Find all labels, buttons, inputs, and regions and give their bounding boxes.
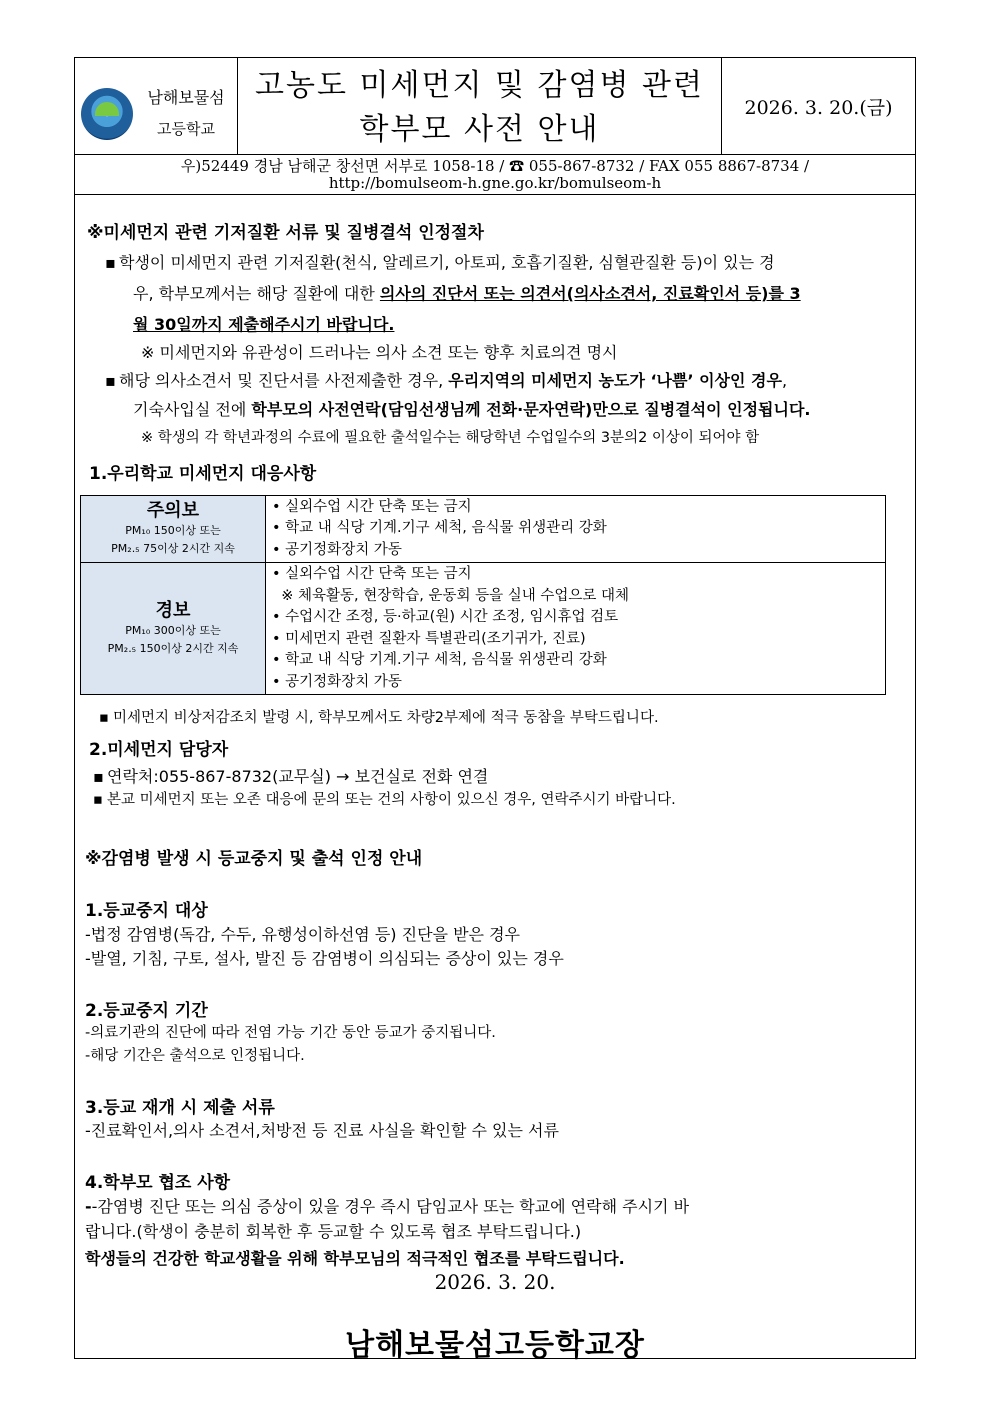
alert-action: ※ 체육활동, 현장학습, 운동회 등을 실내 수업으로 대체	[272, 587, 629, 604]
infection4-line1: --감염병 진단 또는 의심 증상이 있을 경우 즉시 담임교사 또는 학교에 연락해 주시기 바	[85, 1197, 690, 1216]
square-bullet-icon: ▪	[105, 371, 116, 390]
infection2-line2: -해당 기간은 출석으로 인정됩니다.	[85, 1048, 305, 1064]
alert-condition: PM₂.₅ 150이상 2시간 지속	[107, 641, 239, 655]
website-url: http://bomulseom-h.gne.go.kr/bomulseom-h	[328, 174, 662, 192]
dust-alert-table	[80, 495, 886, 695]
square-bullet-icon: ▪	[99, 710, 109, 726]
alert-level-name: 경보	[155, 599, 191, 621]
infection2-line1: -의료기관의 진단에 따라 전염 가능 기간 동안 등교가 중지됩니다.	[85, 1025, 496, 1041]
dust-para2-line2: 기숙사입실 전에 학부모의 사전연락(담임선생님께 전화·문자연락)만으로 질병결석이 인정됩니다.	[133, 400, 811, 419]
dust-para1-line1: ▪ 학생이 미세먼지 관련 기저질환(천식, 알레르기, 아토피, 호흡기질환, 심혈관질환 등)이 있는 경	[105, 253, 775, 272]
infection2-title: 2.등교중지 기간	[85, 1001, 208, 1021]
contact-line1: ▪ 연락처:055-867-8732(교무실) → 보건실로 전화 연결	[93, 767, 489, 786]
contact-line2: ▪ 본교 미세먼지 또는 오존 대응에 문의 또는 건의 사항이 있으신 경우, 연락주시기 바랍니다.	[93, 792, 676, 808]
alert-row-advisory	[81, 496, 886, 563]
alert-action: • 미세먼지 관련 질환자 특별관리(조기귀가, 진료)	[272, 630, 586, 647]
square-bullet-icon: ▪	[93, 792, 103, 808]
document-frame	[74, 57, 916, 1363]
infection1-line1: -법정 감염병(독감, 수두, 유행성이하선염 등) 진단을 받은 경우	[85, 925, 520, 944]
dust-para1-line2: 우, 학부모께서는 해당 질환에 대한 의사의 진단서 또는 의견서(의사소견서, 진료확인서 등)를 3	[133, 284, 801, 303]
infection3-line1: -진료확인서,의사 소견서,처방전 등 진료 사실을 확인할 수 있는 서류	[85, 1121, 559, 1140]
school-name-line1: 남해보물섬	[147, 88, 225, 107]
dust-para1-line3: 월 30일까지 제출해주시기 바랍니다.	[133, 315, 395, 334]
title-line1: 고농도 미세먼지 및 감염병 관련	[255, 68, 704, 103]
alert-condition: PM₁₀ 150이상 또는	[125, 524, 221, 537]
dust-section-title: ※미세먼지 관련 기저질환 서류 및 질병결석 인정절차	[87, 223, 484, 243]
document-title	[238, 58, 722, 154]
infection3-title: 3.등교 재개 시 제출 서류	[85, 1098, 275, 1118]
school-address	[75, 155, 915, 195]
dust-para2-line1: ▪ 해당 의사소견서 및 진단서를 사전제출한 경우, 우리지역의 미세먼지 농도가 ‘나쁨’ 이상인 경우,	[105, 371, 788, 390]
square-bullet-icon: ▪	[105, 253, 116, 272]
dust-note2: ※ 학생의 각 학년과정의 수료에 필요한 출석일수는 해당학년 수업일수의 3분의2 이상이 되어야 함	[141, 430, 760, 446]
square-bullet-icon: ▪	[93, 767, 104, 786]
title-line2: 학부모 사전 안내	[359, 112, 600, 147]
alert-action: • 공기정화장치 가동	[272, 541, 402, 558]
principal-signature: 남해보물섬고등학교장	[345, 1328, 645, 1363]
alert-condition: PM₁₀ 300이상 또는	[125, 623, 221, 637]
alert-row-warning	[81, 563, 886, 695]
school-name-line2: 고등학교	[157, 120, 215, 138]
alert-actions-cell	[266, 563, 886, 695]
alert-action: • 실외수업 시간 단축 또는 금지	[272, 498, 472, 515]
alert-level-cell	[81, 496, 266, 563]
alert-action: • 학교 내 식당 기계.기구 세척, 음식물 위생관리 강화	[272, 520, 607, 537]
alert-action: • 학교 내 식당 기계.기구 세척, 음식물 위생관리 강화	[272, 652, 607, 668]
section2-title: 2.미세먼지 담당자	[89, 740, 229, 760]
dust-reduction-note: ▪ 미세먼지 비상저감조치 발령 시, 학부모께서도 차량2부제에 적극 동참을 부탁드립니다.	[99, 710, 659, 726]
school-emblem-icon	[81, 88, 133, 140]
infection1-title: 1.등교중지 대상	[85, 901, 208, 921]
closing-message: 학생들의 건강한 학교생활을 위해 학부모님의 적극적인 협조를 부탁드립니다.	[85, 1249, 625, 1268]
alert-condition: PM₂.₅ 75이상 2시간 지속	[111, 542, 235, 555]
header-date: 2026. 3. 20.(금)	[744, 96, 893, 119]
address-line: 우)52449 경남 남해군 창선면 서부로 1058-18 / ☎ 055-867-8732 / FAX 055 8867-8734 /	[180, 157, 810, 175]
infection-section-title: ※감염병 발생 시 등교중지 및 출석 인정 안내	[85, 849, 423, 869]
alert-level-name: 주의보	[146, 500, 200, 521]
alert-action: • 실외수업 시간 단축 또는 금지	[272, 566, 472, 582]
section1-title: 1.우리학교 미세먼지 대응사항	[89, 464, 317, 484]
alert-level-cell	[81, 563, 266, 695]
infection4-line2: 랍니다.(학생이 충분히 회복한 후 등교할 수 있도록 협조 부탁드립니다.)	[85, 1222, 582, 1241]
infection4-title: 4.학부모 협조 사항	[85, 1173, 231, 1193]
school-logo-cell	[75, 58, 238, 154]
document-header	[75, 58, 915, 155]
infection1-line2: -발열, 기침, 구토, 설사, 발진 등 감염병이 의심되는 증상이 있는 경우	[85, 949, 564, 968]
closing-date: 2026. 3. 20.	[434, 1270, 556, 1294]
alert-actions-cell	[266, 496, 886, 563]
dust-note1: ※ 미세먼지와 유관성이 드러나는 의사 소견 또는 향후 치료의견 명시	[141, 343, 618, 362]
alert-action: • 수업시간 조정, 등·하교(원) 시간 조정, 임시휴업 검토	[272, 609, 619, 625]
alert-action: • 공기정화장치 가동	[272, 673, 402, 690]
